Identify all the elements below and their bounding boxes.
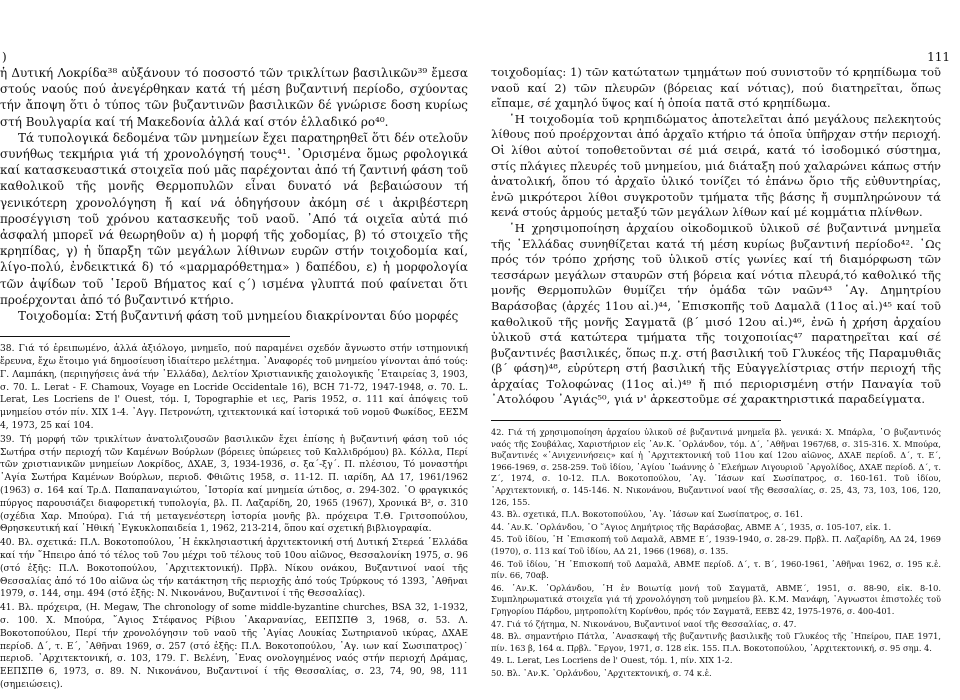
footnote: 42. Γιά τή χρησιμοποίηση ἀρχαίου ὑλικοῦ σέ βυζαντινά μνημεῖα βλ. γενικά: Χ. Μπάρλα, ᾿Ο βυζαντινός ναός τῆς Σουβάλας, Χαριστήριον εἰς ᾿Αν.Κ. ᾿Ορλάνδον, τόμ. Δ´, ᾿Αθῆναι 1967/68, σ. 315-316. Χ. Μπούρα, Βυζαντινές «᾿Ανιχενινήσεις» καί ἡ ᾿Αρχιτεκτονική τοῦ 11ου καί 12ου αἰῶνος, ΔΧΑΕ περίοδ. Δ´, τ. Ε´, 1966-1969, σ. 258-259. Τοῦ ἰδίου, ῾Αγίου ᾿Ιωάννης ὁ ᾿Ελεήμων Λιγουριοῦ ᾿Αργολίδος, ΔΧΑΕ περίοδ. Δ´, τ. Ζ´, 1974, σ. 10-12. Π.Λ. Βοκοτοπούλου, ᾿Αγ. ᾿Ιάσων καί Σωσίπατρος, σ. 160-161. Τοῦ ἰδίου, ᾿Αρχιτεκτονική, σ. 145-146. Ν. Νικονάνου, Βυζαντινοί ναοί τῆς Θεσσαλίας, σ. 25, 43, 73, 103, 106, 120, 126, 155.: [491, 427, 941, 507]
footnote: 50. Βλ. ᾿Αν.Κ. ᾿Ορλάνδου, ᾿Αρχιτεκτονική, σ. 74 κ.ἑ.: [491, 667, 712, 678]
footnote-divider: [491, 420, 781, 421]
paragraph: ῾Η τοιχοδομία τοῦ κρηπιδώματος ἀποτελεῖται ἀπό μεγάλους πελεκητούς λίθους πού προέρχονται ἀπό ἀρχαῖο κτήριο τά ὁποῖα ὑπῆρχαν στήν περιοχή. Οἱ λίθοι αὐτοί τοποθετοῦνται σέ μιά σειρά, κατά τό ἰσοδομικό σύστημα, στίς πλάγιες πλευρές τοῦ μνημείου, μιά διάταξη πού χαλαρώνει κάπως στήν ἀνατολική, ὅπου τό ἀρχαῖο ὑλικό τονίζει τό ἐπάνω ὅριο τῆς εὐθυντηρίας, ἐνῶ μικρότεροι λίθοι συγκροτοῦν τμήματα τῆς βάσης ἤ συμπληρώνουν τά κενά στούς ἁρμούς μεταξύ τῶν μεγάλων λίθων καί μέ κομμάτια πλίνθων.: [491, 111, 941, 220]
footnote: 39. Τή μορφή τῶν τρικλίτων ἀνατολιζουσῶν βασιλικῶν ἔχει ἐπίσης ἡ βυζαντινή φάση τοῦ ιός Σωτήρα στήν περιοχή τῶν Καμένων Βούρλων (βόρειες ὑπώρειες τοῦ Καλλιδρόμου) βλ. Κόλλα, Περί τῶν χριστιανικῶν μνημείων Λοκρίδος, ΔΧΑΕ, 3, 1934-1936, σ. ξα´-ξγ´. Π. πλέσιου, Τό μοναστήρι ῾Αγία Σωτήρα Καμένων Βούρλων, περιοδ. Φθιῶτις 1958, σ. 11-12. Π. ιαρίδη, ΑΔ 17, 1961/1962 (1963) σ. 164 καί Τρ.Δ. Παπαπαναγιώτου, ῾Ιστορία καί μνημεία ώτιδος, σ. 294-302. ᾿Ο φραγκικός πύργος παρουσιάζει διαφορετική τυπολογία, βλ. Π. Λαζαρίδη, 20, 1965 (1967), Χρονικά Β², σ. 310 (σχέδια Χαρ. Μπούρα). Γιά τή μεταγενέστερη ἱστορία μονῆς βλ. πρόχειρα Τ.Θ. Γριτσοπούλου, Θρησκευτική καί ᾿Ηθική ᾿Εγκυκλοπαιδεία 1, 1962, 213-214, ὅπου καί σχετική βιβλιογραφία.: [0, 434, 468, 535]
footnote: 48. Βλ. σημαντήριο Πάτλα, ᾿Ανασκαφή τῆς βυζαντινῆς βασιλικῆς τοῦ Γλυκέος τῆς ῾Ηπείρου, ΠΑΕ 1971, πίν. 163 β, 164 α. Πρβλ. ῎Εργον, 1971, σ. 128 εἰκ. 155. Π.Λ. Βοκοτοπούλου, ᾿Αρχιτεκτονική, σ. 95 σημ. 4.: [491, 631, 941, 653]
footnote: 38. Γιά τό ἐρειπωμένο, ἀλλά ἀξιόλογο, μνημεῖο, πού παραμένει σχεδόν ἄγνωστο στήν ιστημονική ἔρευνα, ἔχω ἕτοιμο γιά δημοσίευση ἰδιαίτερο μελέτημα. ᾿Αναφορές τοῦ μνημείου γίνονται ἀπό τούς: Γ. Λαμπάκη, (περιηγήσεις ἀνά τήν ῾Ελλάδα), Δελτίον Χριστιανικῆς χαιολογικῆς ῾Εταιρείας 3, 1903, σ. 70. L. Lerat - F. Chamoux, Voyage en Locride Occidentale 16), BCH 71-72, 1947-1948, σ. 70. L. Lerat, Les Locriens de l' Ouest, τόμ. I, Topographie et ιες, Paris 1952, σ. 111 καί ἀπόψεις τοῦ μνημείου στόν πίν. XIX 1-4. ᾿Αγγ. Πετρονώτη, ιχιτεκτονικά καί ἱστορικά τοῦ νομοῦ Φωκίδος, ΕΕΣΜ 4, 1973, 25 καί 104.: [0, 344, 468, 432]
footnote: 47. Γιά τό ζήτημα, Ν. Νικονάνου, Βυζαντινοί ναοί τῆς Θεσσαλίας, σ. 47.: [491, 618, 797, 629]
left-footnotes: [0, 343, 468, 692]
footnote: 46. Τοῦ ἰδίου, ῾Η ᾿Επισκοπή τοῦ Δαμαλᾶ, ΑΒΜΕ περίοδ. Δ´, τ. Β´, 1960-1961, ᾿Αθῆναι 1962, σ. 195 κ.ἑ. πίν. 66, 70αβ.: [491, 558, 941, 581]
footnote: 43. Βλ. σχετικά, Π.Λ. Βοκοτοπούλου, ᾿Αγ. ᾿Ιάσων καί Σωσίπατρος, σ. 161.: [491, 509, 803, 520]
footnote: 46. ᾿Αν.Κ. ᾿Ορλάνδου, ῾Η ἐν Βοιωτίᾳ μονή τοῦ Σαγματᾶ, ΑΒΜΕ´, 1951, σ. 88-90, εἰκ. 8-10. Συμπληρωματικά στοιχεῖα γιά τή χρονολόγηση τοῦ μνημείου βλ. Κ.Μ. Μανάφη, ᾿Αγνωστοι ἐπιστολές τοῦ Γρηγορίου Πάρδου, μητροπολίτη Κορίνθου, πρός τόν Σαγματᾶ, ΕΕΒΣ 42, 1975-1976, σ. 400-401.: [491, 582, 941, 616]
footnote: 45. Τοῦ ἰδίου, ῾Η ᾿Επισκοπή τοῦ Δαμαλᾶ, ΑΒΜΕ Ε´, 1939-1940, σ. 28-29. Πρβλ. Π. Λαζαρίδη, ΑΔ 24, 1969 (1970), σ. 113 καί Τοῦ ἰδίου, ΑΔ 21, 1966 (1968), σ. 135.: [491, 534, 941, 556]
footnote: 40. Βλ. σχετικά: Π.Λ. Βοκοτοπούλου, ῾Η ἐκκλησιαστική ἀρχιτεκτονική στή Δυτική Στερεά ῾Ελλάδα καί τήν ῞Ηπειρο ἀπό τό τέλος τοῦ 7ου μέχρι τοῦ τέλους τοῦ 10ου αἰῶνος, Θεσσαλονίκη 1975, σ. 96 (στό ἑξῆς: Π.Λ. Βοκοτοπούλου, ᾿Αρχιτεκτονική). Πρβλ. Νίκου ονάκου, Βυζαντινοί ναοί τῆς Θεσσαλίας ἀπό τό 10ο αἰῶνα ὡς τήν κατάκτηση τῆς περιοχῆς ἀπό τούς Τρύρκους τό 1393, ᾿Αθῆναι 1979, σ. 144, σημ. 494 (στό ἑξῆς: Ν. Νικονάνου, Βυζαντινοί ί τῆς Θεσσαλίας).: [0, 538, 468, 600]
paragraph: Τοιχοδομία: Στή βυζαντινή φάση τοῦ μνημείου διακρίνονται δύο μορφές: [18, 309, 459, 324]
footnote: 41. Βλ. πρόχειρα, (H. Megaw, The chronology of some middle-byzantine churches, BSA 32, 1-1932, σ. 100. Χ. Μπούρα, ῞Αγιος Στέφανος Ρίβιου ᾿Ακαρνανίας, ΕΕΠΣΠΘ 3, 1968, σ. 53. Λ. Βοκοτοπούλου, Περί τήν χρονολόγησιν τοῦ ναοῦ τῆς ᾿Αγίας Λουκίας Σωτηριανοῦ ικύρας, ΔΧΑΕ περίοδ. Δ´, τ. Ε´, ᾿Αθῆναι 1969, σ. 257 (στό ἑξῆς: Π.Λ. Βοκοτοπούλου, ᾿Αγ. ιων καί Σωσιπατρος)˙ περιοδ. ᾿Αρχιτεκτονική, σ. 103, 179. Γ. Βελένη, ῾Ενας ονολογημένος ναός στήν περιοχή Δράμας, ΕΕΠΣΠΘ 6, 1973, σ. 89. Ν. Νικονάνου, Βυζαντινοί ί τῆς Θεσσαλίας, σ. 23, 74, 90, 98, 111 (σημειώσεις).: [0, 603, 468, 690]
left-body-text: [0, 65, 468, 324]
page-number-left: ): [2, 50, 7, 64]
right-column: [491, 65, 941, 681]
paragraph: ῾Η χρησιμοποίηση ἀρχαίου οἰκοδομικοῦ ὑλικοῦ σέ βυζαντινά μνημεῖα τῆς ῾Ελλάδας συνηθίζεται κατά τή μέση κυρίως βυζαντινή περίοδο⁴². ῾Ως πρός τόν τρόπο χρήσης τοῦ ὑλικοῦ στίς γωνίες καί τή διαμόρφωση τῶν τεσσάρων μεγάλων σταυρῶν στή βόρεια καί νότια πλευρά,τό καθολικό τῆς μονῆς Θερμοπυλῶν θυμίζει τήν ὁμάδα τῶν ναῶν⁴³ ῾Αγ. Δημητρίου Βαράσοβας (ἀρχές 11ου αἰ.)⁴⁴, ᾿Επισκοπῆς τοῦ Δαμαλᾶ (11ος αἰ.)⁴⁵ καί τοῦ καθολικοῦ τῆς μονῆς Σαγματᾶ (β´ μισό 12ου αἰ.)⁴⁶, ἐνῶ ἡ χρήση ἀρχαίου ὑλικοῦ στά κατώτερα τμήματα τῆς τοιχοποιίας⁴⁷ παρατηρεῖται καί σέ βυζαντινές βασιλικές, ὅπως π.χ. στή βασιλική τοῦ Γλυκέος τῆς Παραμυθιᾶς (β´ φάση)⁴⁸, εὑρύτερη στή βασιλική τῆς Εὐαγγελίστριας στήν περιοχή τῆς ἀρχαίας Τολοφώνας (11ος αἰ.)⁴⁹ ἤ πιό περιορισμένη στήν Παναγία τοῦ ᾿Ατολόφου ᾿Αγιάς⁵⁰, γιά ν' ἀρκεστοῦμε σέ χαρακτηριστικά παραδείγματα.: [491, 220, 941, 407]
paragraph: ἡ Δυτική Λοκρίδα³⁸ αὐξάνουν τό ποσοστό τῶν τρικλίτων βασιλικῶν³⁹ ἔμεσα στούς ναούς πού ἀνεγέρθηκαν κατά τή μέση βυζαντινή περίοδο, σχύοντας τήν ἄποψη ὅτι ὁ τύπος τῶν βυζαντινῶν βασιλικῶν δέ γνώρισε δοση κυρίως στή Βουλγαρία καί τή Μακεδονία ἀλλά καί στόν ἑλλαδικό ρο⁴⁰.: [0, 66, 468, 129]
right-footnotes: [491, 427, 941, 679]
footnote-divider: [0, 336, 290, 337]
paragraph: Τά τυπολογικά δεδομένα τῶν μνημείων ἔχει παρατηρηθεῖ ὅτι δέν οτελοῦν συνήθως τεκμήρια γιά τή χρονολόγησή τους⁴¹. ᾿Ορισμένα ὅμως ρφολογικά καί κατασκευαστικά στοιχεῖα πού μᾶς παρέχονται ἀπό τή ζαντινή φάση τοῦ καθολικοῦ τῆς μονῆς Θερμοπυλῶν εἶναι δυνατό νά βεβαιώσουν τή γενικότερη χρονολόγηση ἤ καί νά ὁδηγήσουν ἀκόμη σέ ι ἀκριβέστερη προσέγγιση τοῦ χρόνου κατασκευῆς τοῦ ναοῦ. ᾿Από τά οιχεῖα αὐτά πιό ἀσφαλή μπορεῖ νά θεωρηθοῦν α) ἡ μορφή τῆς χοδομίας, β) τό στοιχεῖο τῆς κρηπίδας, γ) ἡ ὕπαρξη τῶν μεγάλων λίθινων ευρῶν στήν τοιχοδομία καί, λίγο-πολύ, ἐνδεικτικά δ) τό «μαρμαρόθετημα» ) δαπέδου, ε) ἡ μορφολογία τῶν ἀψίδων τοῦ ῾Ιεροῦ Βήματος καί ς´) ισμένα γλυπτά πού φαίνεται ὅτι προέρχονται ἀπό τό βυζαντινό κτήριο.: [0, 130, 468, 307]
footnote: 49. L. Lerat, Les Locriens de l' Ouest, τόμ. 1, πίν. XIX 1-2.: [491, 655, 733, 666]
page-number-right: 111: [927, 50, 950, 64]
left-column: [0, 65, 468, 693]
footnote: 44. ᾿Αν.Κ. ᾿Ορλάνδου, ᾿Ο ῞Αγιος Δημήτριος τῆς Βαράσοβας, ΑΒΜΕ Α´, 1935, σ. 105-107, εἰκ. 1.: [491, 521, 892, 532]
paragraph: τοιχοδομίας: 1) τῶν κατώτατων τμημάτων πού συνιστοῦν τό κρηπίδωμα τοῦ ναοῦ καί 2) τῶν πλευρῶν (βόρειας καί νότιας), πού διατηρεῖται, ὅπως εἴπαμε, σέ χαμηλό ὕψος καί ἡ ὁποία πατᾶ στό κρηπίδωμα.: [491, 65, 941, 111]
right-body-text: [491, 65, 941, 408]
